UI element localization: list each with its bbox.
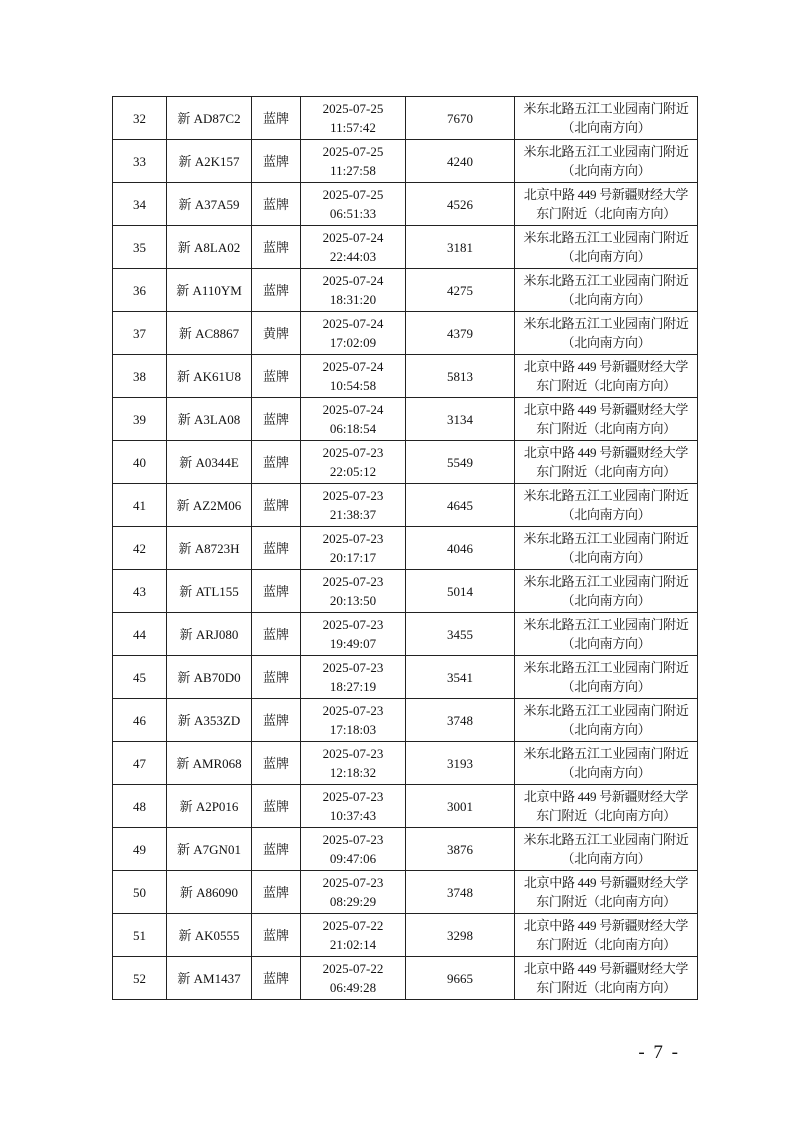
location-cell [515,699,698,742]
location-line-2: （北向南方向） [561,550,651,565]
plate-color-cell: 蓝牌 [252,441,301,484]
datetime-cell [301,441,406,484]
table-row [113,871,698,914]
plate-number-cell: 新 A0344E [167,441,252,484]
value-cell: 7670 [406,97,515,140]
location-line-2: （北向南方向） [561,249,651,264]
plate-color-cell: 蓝牌 [252,140,301,183]
row-number-cell: 43 [113,570,167,613]
location-line-1: 米东北路五江工业园南门附近 [523,144,689,159]
location-line-1: 米东北路五江工业园南门附近 [523,746,689,761]
plate-color-cell: 蓝牌 [252,570,301,613]
date-text: 2025-07-23 [322,445,384,460]
table-row [113,527,698,570]
plate-color-cell: 蓝牌 [252,742,301,785]
datetime-cell [301,97,406,140]
location-line-1: 米东北路五江工业园南门附近 [523,230,689,245]
location-line-1: 米东北路五江工业园南门附近 [523,531,689,546]
table-row [113,613,698,656]
plate-number-cell: 新 AM1437 [167,957,252,1000]
datetime-cell [301,398,406,441]
row-number-cell: 40 [113,441,167,484]
value-cell: 3876 [406,828,515,871]
plate-number-cell: 新 AB70D0 [167,656,252,699]
datetime-cell [301,785,406,828]
location-line-1: 米东北路五江工业园南门附近 [523,488,689,503]
plate-color-cell: 蓝牌 [252,183,301,226]
date-text: 2025-07-24 [322,402,384,417]
location-line-1: 米东北路五江工业园南门附近 [523,617,689,632]
plate-color-cell: 蓝牌 [252,355,301,398]
plate-number-cell: 新 A2K157 [167,140,252,183]
location-cell [515,785,698,828]
location-cell [515,140,698,183]
date-text: 2025-07-23 [322,703,384,718]
page-number: - 7 - [638,1042,680,1063]
plate-number-cell: 新 AZ2M06 [167,484,252,527]
records-table-body [113,97,698,1000]
time-text: 09:47:06 [329,851,377,866]
table-row [113,957,698,1000]
plate-color-cell: 蓝牌 [252,871,301,914]
location-line-1: 北京中路 449 号新疆财经大学 [523,187,689,202]
location-line-2: （北向南方向） [561,292,651,307]
datetime-cell [301,269,406,312]
table-row [113,183,698,226]
vehicle-records-table [112,96,698,1000]
value-cell: 3541 [406,656,515,699]
date-text: 2025-07-24 [322,230,384,245]
datetime-cell [301,656,406,699]
value-cell: 4240 [406,140,515,183]
location-cell [515,441,698,484]
time-text: 17:18:03 [329,722,377,737]
location-line-1: 米东北路五江工业园南门附近 [523,574,689,589]
location-line-2: 东门附近（北向南方向） [536,464,676,479]
plate-color-cell: 蓝牌 [252,699,301,742]
time-text: 20:17:17 [329,550,377,565]
time-text: 22:44:03 [329,249,377,264]
plate-color-cell: 蓝牌 [252,527,301,570]
location-line-1: 北京中路 449 号新疆财经大学 [523,445,689,460]
plate-number-cell: 新 A8LA02 [167,226,252,269]
plate-color-cell: 蓝牌 [252,613,301,656]
location-cell [515,226,698,269]
datetime-cell [301,140,406,183]
location-line-1: 北京中路 449 号新疆财经大学 [523,918,689,933]
value-cell: 3193 [406,742,515,785]
location-line-1: 米东北路五江工业园南门附近 [523,660,689,675]
date-text: 2025-07-23 [322,746,384,761]
time-text: 20:13:50 [329,593,377,608]
table-row [113,441,698,484]
date-text: 2025-07-23 [322,531,384,546]
value-cell: 3748 [406,871,515,914]
location-line-2: （北向南方向） [561,120,651,135]
time-text: 06:51:33 [329,206,377,221]
location-cell [515,97,698,140]
value-cell: 3748 [406,699,515,742]
date-text: 2025-07-23 [322,617,384,632]
plate-color-cell: 蓝牌 [252,828,301,871]
value-cell: 4645 [406,484,515,527]
row-number-cell: 46 [113,699,167,742]
plate-number-cell: 新 ATL155 [167,570,252,613]
value-cell: 3455 [406,613,515,656]
location-line-2: 东门附近（北向南方向） [536,980,676,995]
location-line-1: 北京中路 449 号新疆财经大学 [523,402,689,417]
row-number-cell: 39 [113,398,167,441]
date-text: 2025-07-24 [322,359,384,374]
date-text: 2025-07-24 [322,316,384,331]
time-text: 17:02:09 [329,335,377,350]
row-number-cell: 38 [113,355,167,398]
table-row [113,656,698,699]
date-text: 2025-07-24 [322,273,384,288]
plate-color-cell: 蓝牌 [252,914,301,957]
table-row [113,828,698,871]
table-row [113,914,698,957]
location-cell [515,183,698,226]
location-cell [515,312,698,355]
location-line-2: （北向南方向） [561,765,651,780]
plate-number-cell: 新 AD87C2 [167,97,252,140]
datetime-cell [301,226,406,269]
location-line-2: 东门附近（北向南方向） [536,421,676,436]
location-line-1: 米东北路五江工业园南门附近 [523,703,689,718]
location-line-2: 东门附近（北向南方向） [536,206,676,221]
row-number-cell: 33 [113,140,167,183]
table-row [113,140,698,183]
value-cell: 5813 [406,355,515,398]
location-cell [515,957,698,1000]
plate-number-cell: 新 A2P016 [167,785,252,828]
value-cell: 4046 [406,527,515,570]
row-number-cell: 52 [113,957,167,1000]
datetime-cell [301,957,406,1000]
plate-color-cell: 蓝牌 [252,957,301,1000]
value-cell: 3181 [406,226,515,269]
location-line-1: 北京中路 449 号新疆财经大学 [523,961,689,976]
datetime-cell [301,183,406,226]
date-text: 2025-07-25 [322,187,384,202]
plate-color-cell: 蓝牌 [252,97,301,140]
row-number-cell: 41 [113,484,167,527]
location-cell [515,613,698,656]
time-text: 10:37:43 [329,808,377,823]
table-row [113,312,698,355]
table-row [113,97,698,140]
time-text: 08:29:29 [329,894,377,909]
plate-number-cell: 新 A86090 [167,871,252,914]
time-text: 12:18:32 [329,765,377,780]
row-number-cell: 37 [113,312,167,355]
location-line-1: 米东北路五江工业园南门附近 [523,101,689,116]
value-cell: 4526 [406,183,515,226]
plate-number-cell: 新 AK61U8 [167,355,252,398]
date-text: 2025-07-23 [322,488,384,503]
table-row [113,355,698,398]
plate-number-cell: 新 A353ZD [167,699,252,742]
location-line-2: （北向南方向） [561,722,651,737]
date-text: 2025-07-25 [322,144,384,159]
table-row [113,742,698,785]
location-cell [515,656,698,699]
table-row [113,269,698,312]
location-cell [515,570,698,613]
time-text: 21:38:37 [329,507,377,522]
row-number-cell: 49 [113,828,167,871]
datetime-cell [301,871,406,914]
row-number-cell: 50 [113,871,167,914]
location-line-1: 米东北路五江工业园南门附近 [523,832,689,847]
location-cell [515,269,698,312]
datetime-cell [301,699,406,742]
time-text: 19:49:07 [329,636,377,651]
location-line-1: 北京中路 449 号新疆财经大学 [523,875,689,890]
location-line-2: （北向南方向） [561,507,651,522]
time-text: 11:27:58 [330,163,376,178]
location-cell [515,914,698,957]
time-text: 10:54:58 [329,378,377,393]
location-cell [515,871,698,914]
date-text: 2025-07-23 [322,832,384,847]
location-line-2: （北向南方向） [561,335,651,350]
plate-color-cell: 蓝牌 [252,656,301,699]
time-text: 18:27:19 [329,679,377,694]
date-text: 2025-07-22 [322,918,384,933]
value-cell: 3134 [406,398,515,441]
row-number-cell: 42 [113,527,167,570]
value-cell: 4379 [406,312,515,355]
datetime-cell [301,742,406,785]
datetime-cell [301,828,406,871]
time-text: 06:18:54 [329,421,377,436]
row-number-cell: 44 [113,613,167,656]
datetime-cell [301,484,406,527]
location-cell [515,484,698,527]
plate-number-cell: 新 AMR068 [167,742,252,785]
value-cell: 3298 [406,914,515,957]
datetime-cell [301,914,406,957]
time-text: 06:49:28 [329,980,377,995]
row-number-cell: 45 [113,656,167,699]
location-line-1: 北京中路 449 号新疆财经大学 [523,359,689,374]
date-text: 2025-07-23 [322,660,384,675]
plate-number-cell: 新 A8723H [167,527,252,570]
plate-number-cell: 新 AC8867 [167,312,252,355]
plate-number-cell: 新 ARJ080 [167,613,252,656]
table-row [113,484,698,527]
plate-color-cell: 蓝牌 [252,269,301,312]
plate-color-cell: 蓝牌 [252,484,301,527]
location-line-2: 东门附近（北向南方向） [536,378,676,393]
value-cell: 5014 [406,570,515,613]
location-line-2: （北向南方向） [561,636,651,651]
row-number-cell: 34 [113,183,167,226]
location-line-2: （北向南方向） [561,851,651,866]
plate-number-cell: 新 A37A59 [167,183,252,226]
date-text: 2025-07-23 [322,875,384,890]
table-row [113,785,698,828]
row-number-cell: 35 [113,226,167,269]
datetime-cell [301,527,406,570]
time-text: 18:31:20 [329,292,377,307]
plate-color-cell: 黄牌 [252,312,301,355]
value-cell: 9665 [406,957,515,1000]
location-line-1: 米东北路五江工业园南门附近 [523,273,689,288]
time-text: 22:05:12 [329,464,377,479]
location-cell [515,398,698,441]
plate-number-cell: 新 A3LA08 [167,398,252,441]
row-number-cell: 51 [113,914,167,957]
location-cell [515,527,698,570]
table-row [113,226,698,269]
location-line-2: （北向南方向） [561,163,651,178]
date-text: 2025-07-25 [322,101,384,116]
plate-color-cell: 蓝牌 [252,785,301,828]
table-row [113,398,698,441]
date-text: 2025-07-23 [322,789,384,804]
location-cell [515,828,698,871]
value-cell: 4275 [406,269,515,312]
table-row [113,699,698,742]
plate-number-cell: 新 A7GN01 [167,828,252,871]
location-line-2: （北向南方向） [561,679,651,694]
row-number-cell: 32 [113,97,167,140]
datetime-cell [301,570,406,613]
datetime-cell [301,355,406,398]
time-text: 21:02:14 [329,937,377,952]
date-text: 2025-07-23 [322,574,384,589]
row-number-cell: 36 [113,269,167,312]
plate-number-cell: 新 AK0555 [167,914,252,957]
datetime-cell [301,312,406,355]
row-number-cell: 47 [113,742,167,785]
datetime-cell [301,613,406,656]
location-line-2: 东门附近（北向南方向） [536,937,676,952]
location-line-1: 米东北路五江工业园南门附近 [523,316,689,331]
location-line-2: 东门附近（北向南方向） [536,894,676,909]
location-cell [515,355,698,398]
location-line-2: 东门附近（北向南方向） [536,808,676,823]
plate-number-cell: 新 A110YM [167,269,252,312]
row-number-cell: 48 [113,785,167,828]
location-line-1: 北京中路 449 号新疆财经大学 [523,789,689,804]
plate-color-cell: 蓝牌 [252,398,301,441]
location-cell [515,742,698,785]
value-cell: 3001 [406,785,515,828]
value-cell: 5549 [406,441,515,484]
time-text: 11:57:42 [330,120,376,135]
location-line-2: （北向南方向） [561,593,651,608]
plate-color-cell: 蓝牌 [252,226,301,269]
date-text: 2025-07-22 [322,961,384,976]
table-row [113,570,698,613]
